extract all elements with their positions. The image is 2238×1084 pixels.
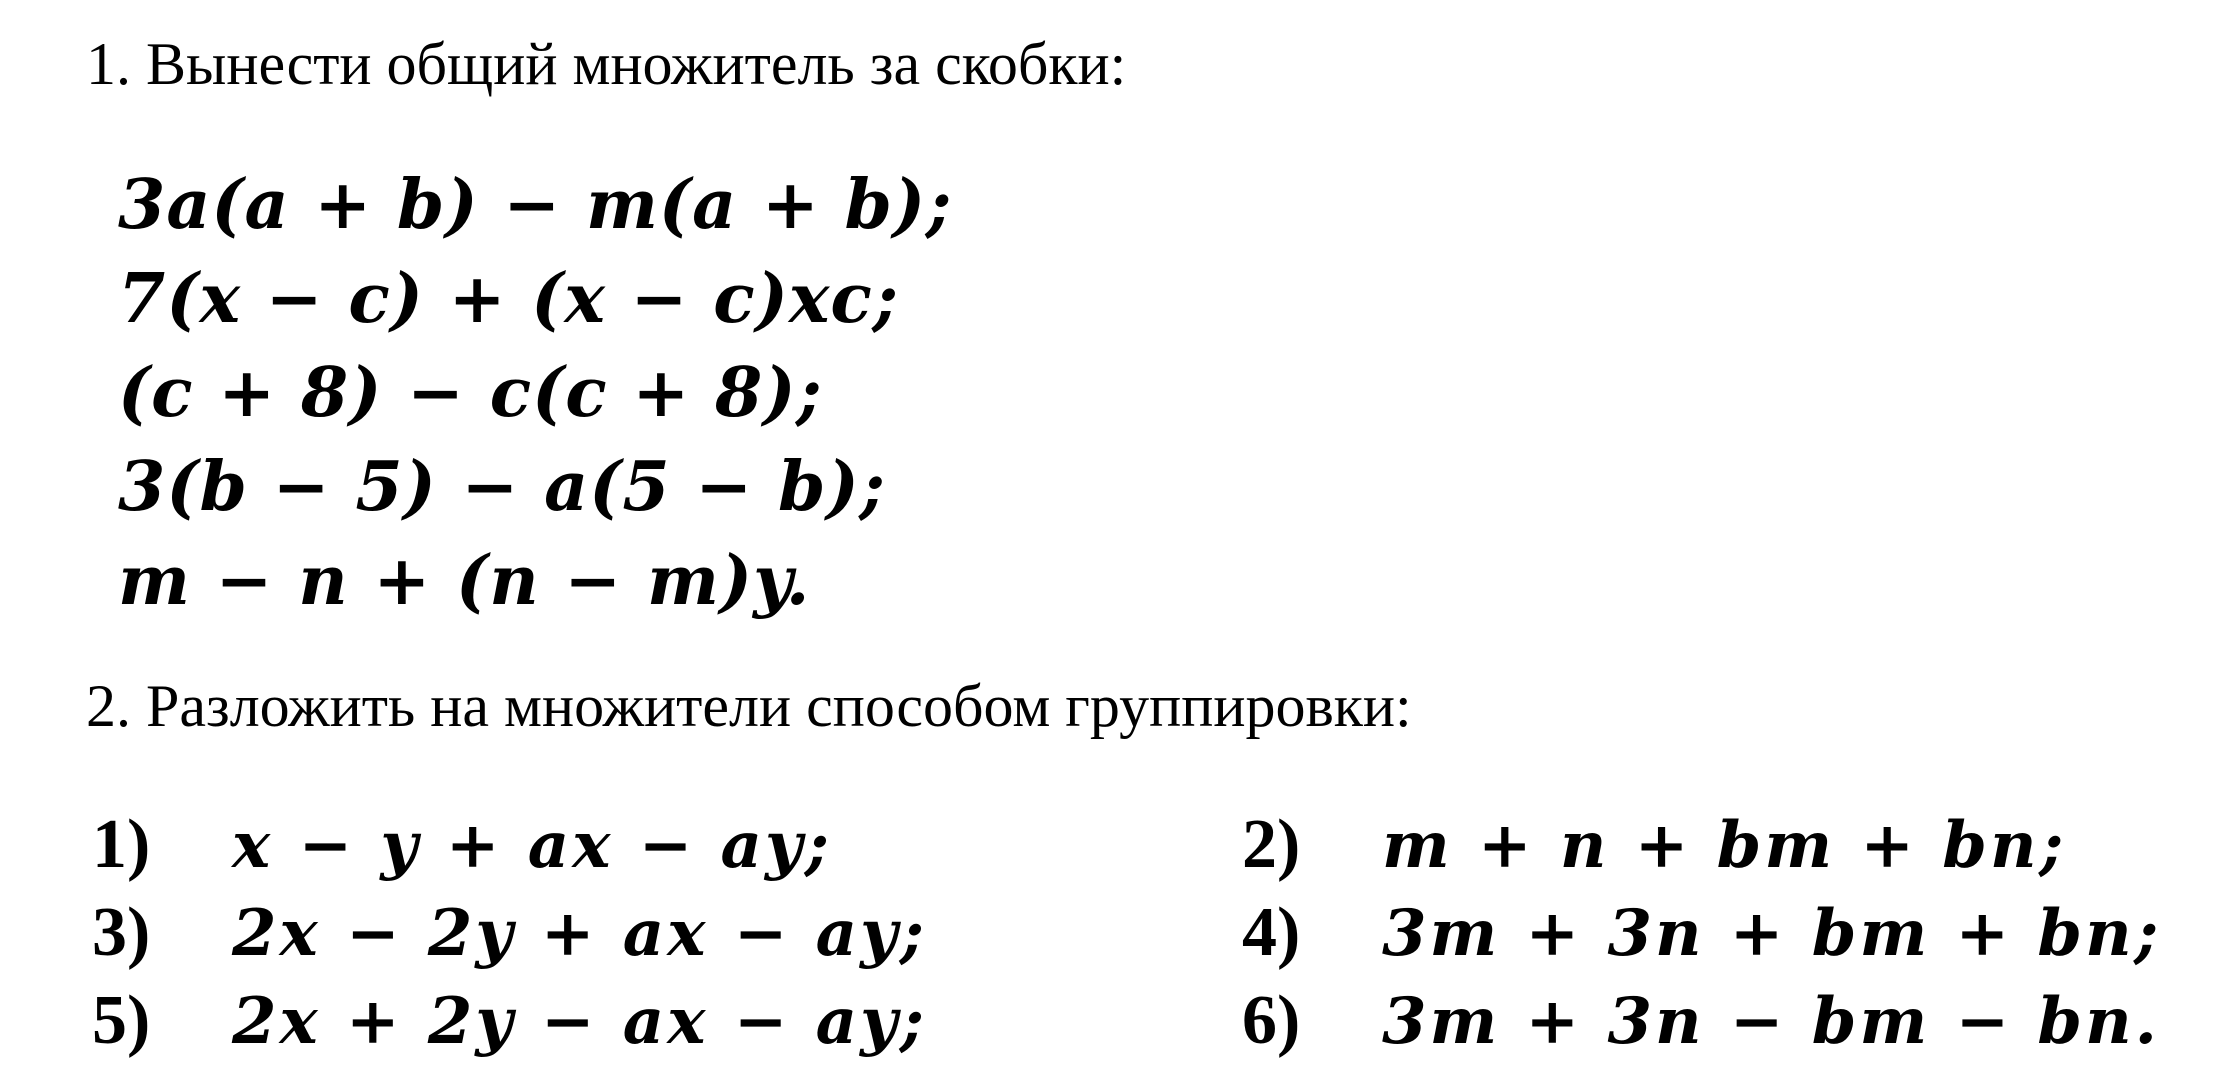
item-number: 2) — [1242, 806, 1301, 883]
task2-exercise-grid — [92, 800, 2212, 1070]
task1-heading: 1. Вынести общий множитель за скобки: — [86, 31, 1127, 97]
item-expression: x − y + ax − ay; — [232, 808, 832, 883]
task1-expression: 3(b − 5) − a(5 − b); — [118, 447, 886, 527]
task2-item-1 — [92, 800, 832, 890]
task1-expression: 7(x − c) + (x − c)xc; — [118, 259, 899, 339]
item-number: 4) — [1242, 894, 1301, 971]
task2-heading: 2. Разложить на множители способом группировки: — [86, 673, 1412, 739]
item-expression: 3m + 3n + bm + bn; — [1382, 896, 2162, 971]
item-number: 1) — [92, 806, 151, 883]
item-number: 3) — [92, 894, 151, 971]
task2-item-4 — [1242, 888, 2161, 978]
task1-expression: 3a(a + b) − m(a + b); — [118, 165, 953, 245]
task2-item-2 — [1242, 800, 2066, 890]
task1-expression-list — [118, 158, 952, 628]
item-number: 6) — [1242, 982, 1301, 1059]
task1-expression: (c + 8) − c(c + 8); — [118, 353, 823, 433]
item-expression: 2x − 2y + ax − ay; — [232, 896, 927, 971]
task2-item-3 — [92, 888, 927, 978]
item-expression: 2x + 2y − ax − ay; — [232, 984, 927, 1059]
task1-expression: m − n + (n − m)y. — [118, 541, 811, 621]
task2-item-5 — [92, 976, 927, 1066]
task2-item-6 — [1242, 976, 2160, 1066]
item-number: 5) — [92, 982, 151, 1059]
item-expression: 3m + 3n − bm − bn. — [1382, 984, 2160, 1059]
item-expression: m + n + bm + bn; — [1382, 808, 2067, 883]
